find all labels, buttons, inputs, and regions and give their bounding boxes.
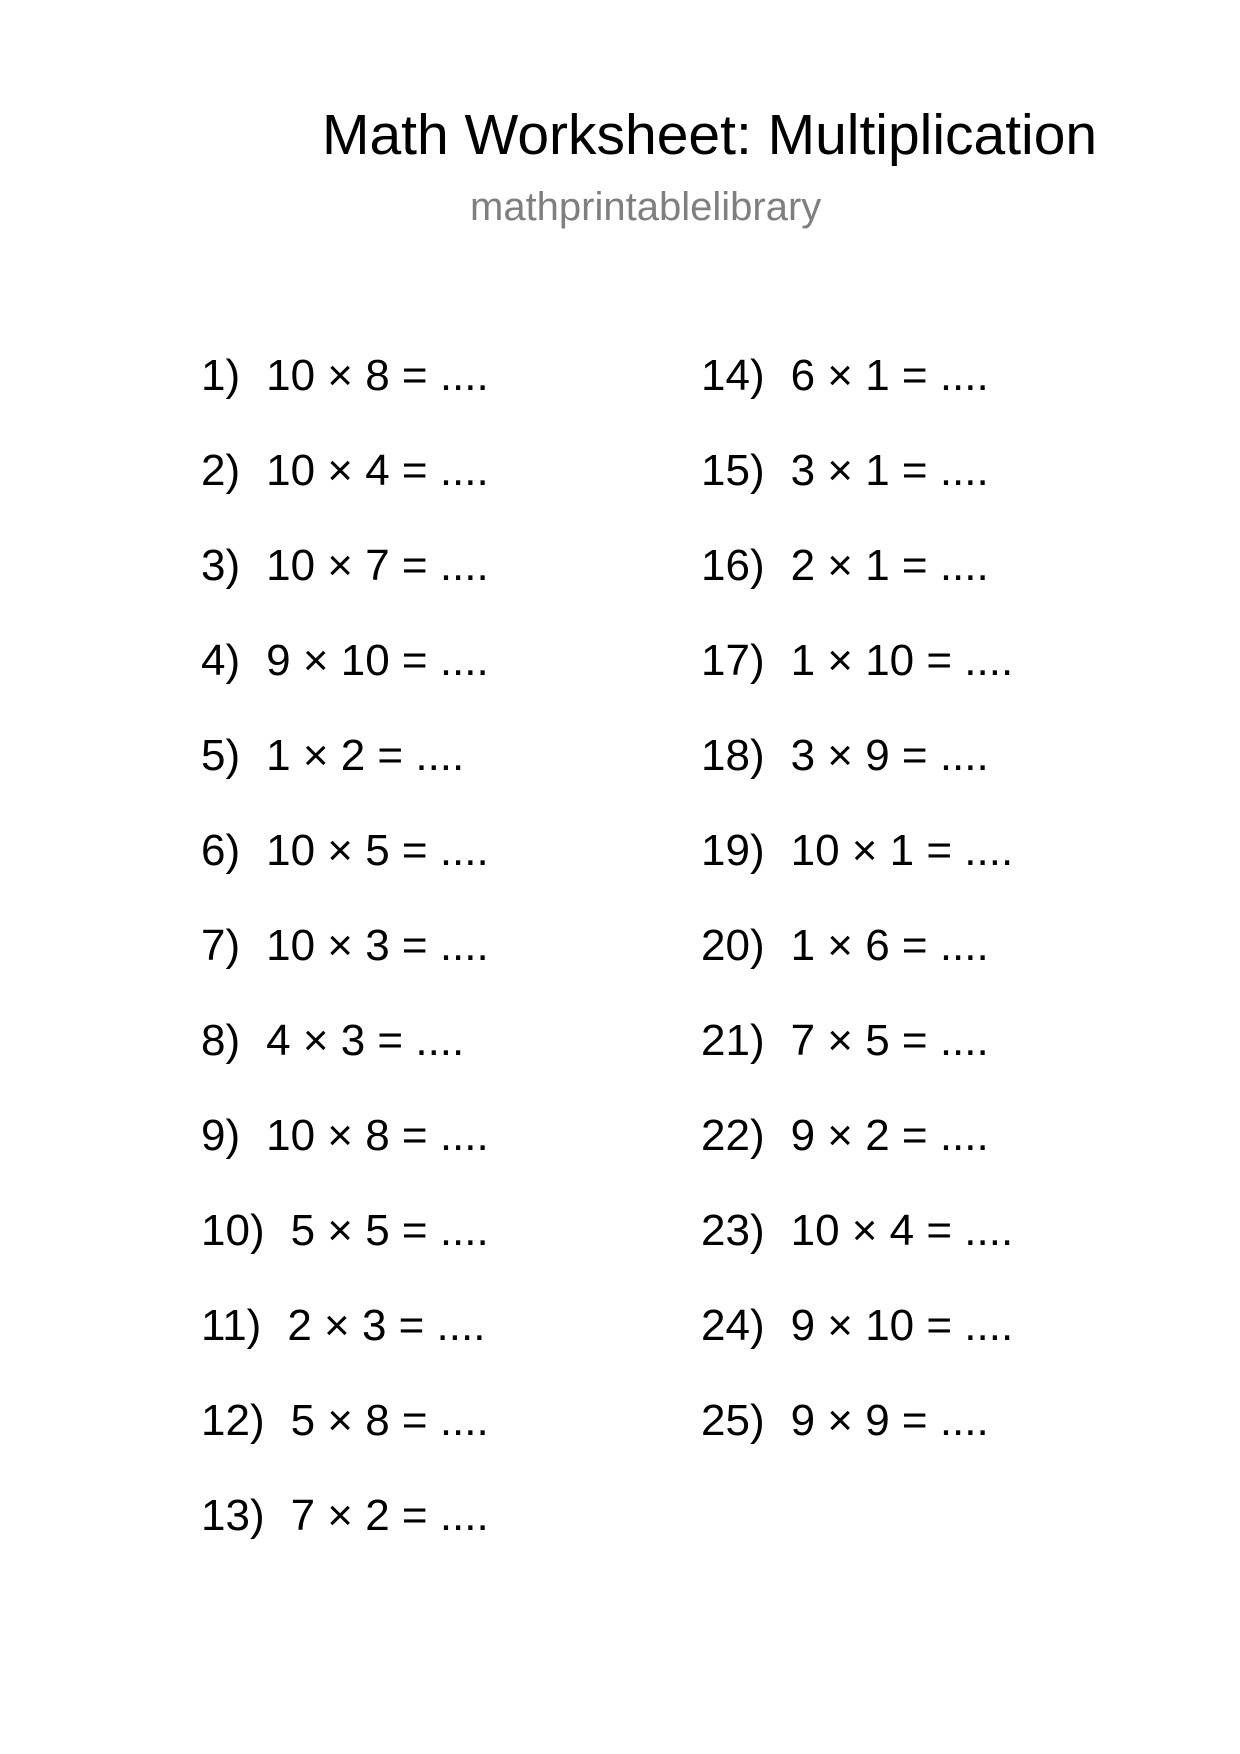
problem-expression: 2 × 3 = .... — [287, 1301, 486, 1350]
problem-item — [701, 726, 989, 786]
problem-expression: 10 × 3 = .... — [266, 921, 489, 970]
problem-expression: 10 × 8 = .... — [266, 351, 489, 400]
problem-item — [201, 346, 489, 406]
problem-item — [201, 821, 489, 881]
problem-number: 15) — [701, 446, 765, 495]
problem-expression: 10 × 7 = .... — [266, 541, 489, 590]
problem-expression: 1 × 6 = .... — [790, 921, 989, 970]
problem-number: 18) — [701, 731, 765, 780]
problem-number: 10) — [201, 1206, 265, 1255]
page-title: Math Worksheet: Multiplication — [322, 103, 1098, 167]
problem-expression: 5 × 8 = .... — [290, 1396, 489, 1445]
problem-item — [701, 916, 989, 976]
problem-expression: 9 × 10 = .... — [790, 1301, 1014, 1350]
problem-expression: 9 × 2 = .... — [790, 1111, 989, 1160]
problem-item — [701, 631, 1013, 691]
problem-expression: 10 × 5 = .... — [266, 826, 489, 875]
problem-item — [201, 1296, 485, 1356]
problem-number: 14) — [701, 351, 765, 400]
problem-item — [701, 536, 989, 596]
problem-number: 25) — [701, 1396, 765, 1445]
problem-number: 13) — [201, 1491, 265, 1540]
problem-item — [701, 346, 989, 406]
problem-expression: 3 × 9 = .... — [790, 731, 989, 780]
problem-item — [701, 1011, 989, 1071]
problem-item — [201, 1486, 489, 1546]
problem-item — [701, 1296, 1013, 1356]
problem-number: 6) — [201, 826, 241, 875]
problem-item — [701, 821, 1013, 881]
problem-expression: 3 × 1 = .... — [790, 446, 989, 495]
problem-expression: 2 × 1 = .... — [790, 541, 989, 590]
problem-item — [201, 536, 489, 596]
problem-expression: 6 × 1 = .... — [790, 351, 989, 400]
problem-item — [201, 1201, 489, 1261]
problem-number: 17) — [701, 636, 765, 685]
problem-item — [701, 1391, 989, 1451]
problem-expression: 10 × 1 = .... — [790, 826, 1014, 875]
problem-item — [201, 1106, 489, 1166]
problem-expression: 4 × 3 = .... — [266, 1016, 465, 1065]
problem-number: 23) — [701, 1206, 765, 1255]
problem-number: 8) — [201, 1016, 241, 1065]
problem-number: 4) — [201, 636, 241, 685]
problem-number: 11) — [201, 1301, 262, 1350]
page-subtitle: mathprintablelibrary — [470, 185, 822, 229]
problem-item — [701, 1201, 1013, 1261]
problem-expression: 9 × 10 = .... — [266, 636, 489, 685]
problem-expression: 10 × 4 = .... — [790, 1206, 1014, 1255]
problem-expression: 10 × 8 = .... — [266, 1111, 489, 1160]
problem-item — [201, 631, 489, 691]
problem-number: 2) — [201, 446, 241, 495]
problem-number: 16) — [701, 541, 765, 590]
problem-item — [201, 726, 464, 786]
problem-number: 1) — [201, 351, 241, 400]
problem-number: 24) — [701, 1301, 765, 1350]
problem-expression: 7 × 2 = .... — [290, 1491, 489, 1540]
problem-item — [201, 1011, 464, 1071]
problem-item — [201, 916, 489, 976]
problem-item — [201, 1391, 489, 1451]
problem-number: 22) — [701, 1111, 765, 1160]
problem-number: 7) — [201, 921, 241, 970]
problem-item — [701, 1106, 989, 1166]
problem-number: 20) — [701, 921, 765, 970]
problem-number: 3) — [201, 541, 241, 590]
problem-expression: 10 × 4 = .... — [266, 446, 489, 495]
problem-expression: 9 × 9 = .... — [790, 1396, 989, 1445]
problem-item — [201, 441, 489, 501]
problem-number: 19) — [701, 826, 765, 875]
problem-item — [701, 441, 989, 501]
problem-expression: 7 × 5 = .... — [790, 1016, 989, 1065]
problem-number: 5) — [201, 731, 241, 780]
problem-number: 21) — [701, 1016, 765, 1065]
problem-expression: 1 × 10 = .... — [790, 636, 1014, 685]
problem-number: 12) — [201, 1396, 265, 1445]
problem-expression: 1 × 2 = .... — [266, 731, 465, 780]
problem-number: 9) — [201, 1111, 241, 1160]
problem-expression: 5 × 5 = .... — [290, 1206, 489, 1255]
